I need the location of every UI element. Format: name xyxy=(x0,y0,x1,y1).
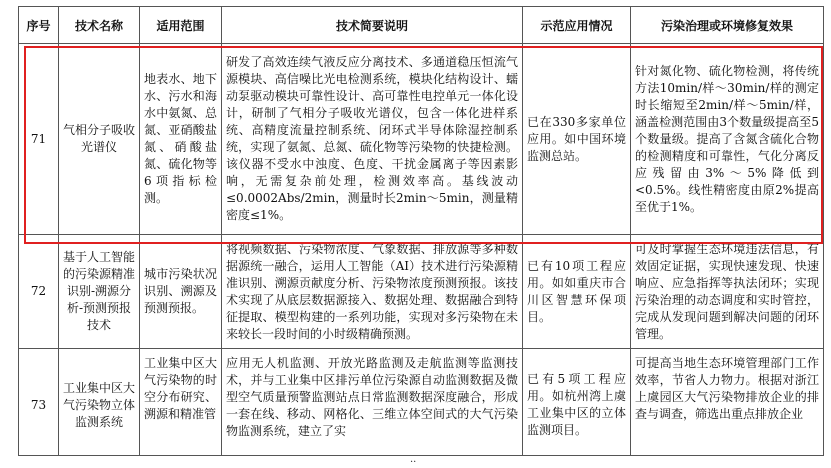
demo-application: 已有10项工程应用。如如重庆市合川区智慧环保项目。 xyxy=(523,235,631,349)
technology-table xyxy=(18,6,824,456)
tech-name: 气相分子吸收光谱仪 xyxy=(59,44,140,235)
tech-description: 研发了高效连续气液反应分离技术、多通道稳压恒流气源模块、高信噪比光电检测系统，模块化结构设计、蠕动泵驱动模块可靠性设计、高可靠性电控单元一体化设计，研制了气相分子吸收光谱仪，包含一体化进样系统、高精度流量控制系统、闭环式半导体除湿控制系统，实现了氨氮、总氮、硫化物等污染物的快捷检测。该仪器不受水中浊度、色度、干扰金属离子等因素影响，无需复杂前处理，检测效率高。基线波动≤0.0002Abs/2min，测量时长2min～5min，测量精密度≤1%。 xyxy=(222,44,523,235)
tech-name: 基于人工智能的污染源精准识别-溯源分析-预测预报技术 xyxy=(59,235,140,349)
tech-description: 将视频数据、污染物浓度、气象数据、排放源等多种数据源统一融合，运用人工智能（AI）技术进行污染源精准识别、溯源贡献度分析、污染物浓度预测预报。该技术实现了从底层数据源接入、数据处理、数据融合到特征提取、模型构建的一系列功能，实现对多污染物在未来较长一段时间的小时级精确预测。 xyxy=(222,235,523,349)
table-header-row xyxy=(19,7,824,44)
page-footer-mark: ·· xyxy=(410,457,417,468)
tech-scope: 工业集中区大气污染物的时空分布研究、溯源和精准管 xyxy=(140,349,222,456)
demo-application: 已在330多家单位应用。如中国环境监测总站。 xyxy=(523,44,631,235)
header-no: 序号 xyxy=(19,7,59,44)
header-tech-name: 技术名称 xyxy=(59,7,140,44)
row-number: 72 xyxy=(19,235,59,349)
header-scope: 适用范围 xyxy=(140,7,222,44)
tech-scope: 城市污染状况识别、溯源及预测预报。 xyxy=(140,235,222,349)
table-row xyxy=(19,349,824,456)
tech-name: 工业集中区大气污染物立体监测系统 xyxy=(59,349,140,456)
header-description: 技术简要说明 xyxy=(222,7,523,44)
treatment-effect: 可提高当地生态环境管理部门工作效率，节省人力物力。根据对浙江上虞园区大气污染物排放企业的排查与调查，筛选出重点排放企业 xyxy=(631,349,824,456)
header-effect: 污染治理或环境修复效果 xyxy=(631,7,824,44)
treatment-effect: 可及时掌握生态环境违法信息，有效固定证据，实现快速发现、快速响应、应急指挥等执法闭环；实现污染治理的动态调度和实时管控，完成从发现问题到解决问题的闭环管理。 xyxy=(631,235,824,349)
row-number: 73 xyxy=(19,349,59,456)
table-row xyxy=(19,235,824,349)
row-number: 71 xyxy=(19,44,59,235)
table-row xyxy=(19,44,824,235)
treatment-effect: 针对氮化物、硫化物检测，将传统方法10min/样～30min/样的测定时长缩短至2min/样～5min/样，涵盖检测范围由3个数量级提高至5个数量级。提高了含氮含硫化合物的检测精度和可靠性，气化分离反应残留由3%～5%降低到<0.5%。线性精密度由原2%提高至优于1%。 xyxy=(631,44,824,235)
header-demo: 示范应用情况 xyxy=(523,7,631,44)
demo-application: 已有5项工程应用。如杭州湾上虞工业集中区的立体监测项目。 xyxy=(523,349,631,456)
tech-description: 应用无人机监测、开放光路监测及走航监测等监测技术，并与工业集中区排污单位污染源自动监测数据及微型空气质量预警监测站点日常监测数据深度融合，形成一套在线、移动、网格化、三维立体空间式的大气污染物监测系统，建立了实 xyxy=(222,349,523,456)
tech-scope: 地表水、地下水、污水和海水中氨氮、总氮、亚硝酸盐氮、硝酸盐氮、硫化物等6项指标检测。 xyxy=(140,44,222,235)
